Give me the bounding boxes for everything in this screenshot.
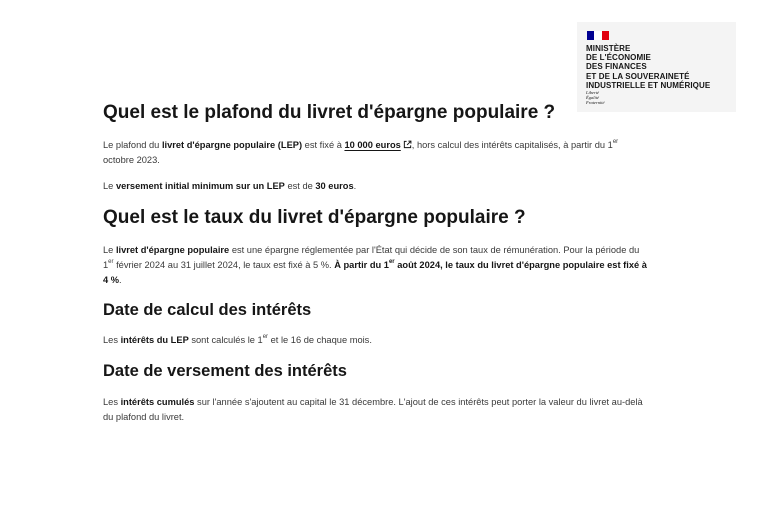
section-title-calcul: Date de calcul des intérêts xyxy=(103,301,312,319)
external-link-icon xyxy=(403,140,412,149)
ministry-logo xyxy=(577,22,736,112)
paragraph-versement: Les intérêts cumulés sur l'année s'ajoutent au capital le 31 décembre. L'ajout de ces intérêts peut porter la valeur du livret au-delà du plafond du livret. xyxy=(103,397,643,422)
paragraph-calcul: Les intérêts du LEP sont calculés le 1er et le 16 de chaque mois. xyxy=(103,333,372,345)
paragraph-plafond: Le plafond du livret d'épargne populaire (LEP) est fixé à 10 000 euros , hors calcul des intérêts capitalisés, à partir du 1er octobre 2023. xyxy=(103,138,619,165)
paragraph-versement-initial: Le versement initial minimum sur un LEP est de 30 euros. xyxy=(103,181,357,191)
paragraph-taux: Le livret d'épargne populaire est une épargne réglementée par l'État qui décide de son taux de rémunération. Pour la période du 1er février 2024 au 31 juillet 2024, le taux est fixé à 5 %. À partir du 1er août 2024, le taux du livret d'épargne populaire est fixé à 4 %. xyxy=(103,245,647,285)
plafond-link[interactable]: 10 000 euros xyxy=(344,140,401,150)
french-flag-icon xyxy=(587,31,609,40)
ministry-name: MINISTÈRE DE L'ÉCONOMIE DES FINANCES ET DE LA SOUVERAINETÉ INDUSTRIELLE ET NUMÉRIQUE xyxy=(586,44,711,90)
republic-motto: Liberté Égalité Fraternité xyxy=(586,90,605,105)
section-title-taux: Quel est le taux du livret d'épargne populaire ? xyxy=(103,207,526,228)
section-title-versement: Date de versement des intérêts xyxy=(103,362,347,380)
section-title-plafond: Quel est le plafond du livret d'épargne populaire ? xyxy=(103,102,556,123)
